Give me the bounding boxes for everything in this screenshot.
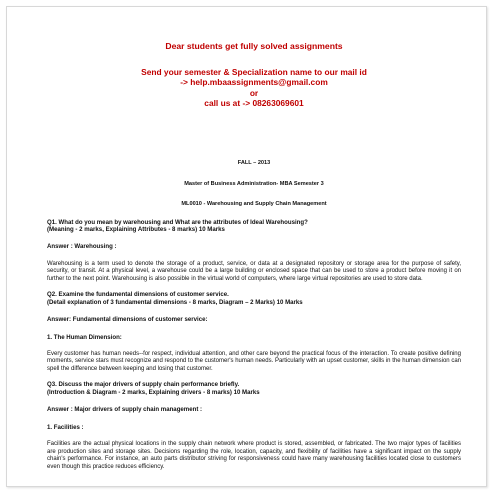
answer-1-heading: Answer : Warehousing : <box>47 243 117 251</box>
promo-or: or <box>249 87 259 98</box>
promo-headline: Dear students get fully solved assignments <box>165 41 343 51</box>
answer-3-heading: Answer : Major drivers of supply chain management : <box>47 406 203 414</box>
question-2-marks: (Detail explanation of 3 fundamental dimensions - 8 marks, Diagram – 2 Marks) 10 Marks <box>47 298 303 306</box>
promo-phone: call us at -> 08263069601 <box>204 98 304 109</box>
answer-3-text: Facilities are the actual physical locations in the supply chain network where product is stored, assembled, or fabricated. The two major types of facilities are production sites and storage sites. Decisions regarding the role, location, capacity, and flexibility of facilities have a significant impact on the supply chain's performance. For instance, an auto parts distributor striving for responsiveness could have many warehousing facilities located close to customers even though this practice reduces efficiency. <box>47 441 461 470</box>
answer-2-heading: Answer: Fundamental dimensions of customer service: <box>47 316 208 324</box>
question-2-title: Q2. Examine the fundamental dimensions of customer service. <box>47 291 229 299</box>
promo-email: -> help.mbaassignments@gmail.com <box>180 77 328 88</box>
question-3-title: Q3. Discuss the major drivers of supply chain performance briefly. <box>47 381 240 389</box>
question-3-section <box>47 381 461 471</box>
program-label: Master of Business Administration- MBA Semester 3 <box>184 180 324 187</box>
question-1-title: Q1. What do you mean by warehousing and What are the attributes of Ideal Warehousing? <box>47 218 308 226</box>
question-3-marks: (Introduction & Diagram - 2 marks, Explaining drivers - 8 marks) 10 Marks <box>47 388 260 396</box>
session-label: FALL – 2013 <box>237 159 271 166</box>
question-1-marks: (Meaning - 2 marks, Explaining Attributes - 8 marks) 10 Marks <box>47 226 225 234</box>
answer-3-subheading: 1. Facilities : <box>47 423 84 431</box>
question-2-section <box>47 291 461 373</box>
subject-label: ML0010 - Warehousing and Supply Chain Management <box>181 200 327 207</box>
question-1-section <box>47 219 461 284</box>
promo-instruction: Send your semester & Specialization name to our mail id <box>141 67 367 77</box>
answer-2-subheading: 1. The Human Dimension: <box>47 333 122 341</box>
promo-banner <box>47 41 461 109</box>
answer-1-text: Warehousing is a term used to denote the storage of a product, service, or data at a designated repository or storage area for the purpose of safety, security, or transit. At a physical level, a warehouse could be a large building or enclosed space that can be used to store a product before moving it on further to the next point. Warehousing is also possible in the virtual world of computers, where large virtual repositories are used to store data. <box>47 260 461 282</box>
document-header <box>47 160 461 208</box>
answer-2-text: Every customer has human needs--for respect, individual attention, and other care beyond the practical focus of the interaction. To create positive defining moments, service stars must recognize and respond to the customer's human needs. Particularly with an upset customer, skills in the human dimension can spell the difference between keeping and losing that customer. <box>47 350 461 372</box>
document-content <box>47 41 461 471</box>
document-page <box>6 6 487 487</box>
